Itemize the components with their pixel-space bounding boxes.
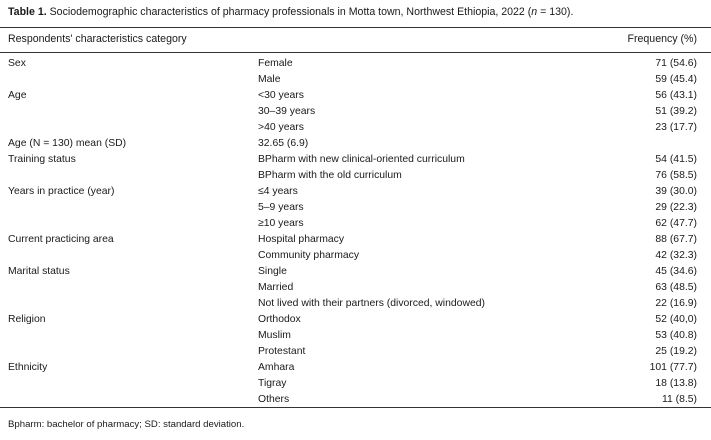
top-rule (0, 27, 711, 28)
row-frequency: 76 (58.5) (655, 170, 697, 181)
row-frequency: 88 (67.7) (655, 234, 697, 245)
header-category: Respondents' characteristics category (8, 33, 187, 45)
row-value: Tigray (258, 378, 287, 389)
row-frequency: 71 (54.6) (655, 58, 697, 69)
row-value: BPharm with new clinical-oriented curriculum (258, 154, 465, 165)
table-row (0, 264, 711, 280)
row-frequency: 42 (32.3) (655, 250, 697, 261)
row-category: Marital status (8, 266, 70, 277)
table-row (0, 328, 711, 344)
table-header (0, 33, 711, 49)
table-label: Table 1. (8, 6, 47, 18)
table-row (0, 216, 711, 232)
table-row (0, 104, 711, 120)
row-category: Age (N = 130) mean (SD) (8, 138, 127, 149)
row-frequency: 63 (48.5) (655, 282, 697, 293)
table-row (0, 344, 711, 360)
row-category: Sex (8, 58, 26, 69)
row-value: 5–9 years (258, 202, 304, 213)
row-value: Female (258, 58, 293, 69)
table-row (0, 56, 711, 72)
row-value: BPharm with the old curriculum (258, 170, 402, 181)
bottom-rule (0, 407, 711, 408)
header-rule (0, 52, 711, 53)
table-row (0, 120, 711, 136)
caption-text: Sociodemographic characteristics of pharmacy professionals in Motta town, Northwest Ethiopia, 2022 ( (46, 6, 532, 18)
row-category: Years in practice (year) (8, 186, 115, 197)
row-value: Not lived with their partners (divorced, windowed) (258, 298, 485, 309)
row-value: ≤4 years (258, 186, 298, 197)
table-body (0, 56, 711, 408)
row-value: Community pharmacy (258, 250, 360, 261)
table-row (0, 168, 711, 184)
row-frequency: 25 (19.2) (655, 346, 697, 357)
table-row (0, 360, 711, 376)
row-frequency: 62 (47.7) (655, 218, 697, 229)
row-frequency: 11 (8.5) (661, 394, 697, 405)
row-value: ≥10 years (258, 218, 304, 229)
table-row (0, 200, 711, 216)
table-row (0, 248, 711, 264)
table-row (0, 184, 711, 200)
table-row (0, 72, 711, 88)
table-row (0, 280, 711, 296)
table-row (0, 296, 711, 312)
row-value: >40 years (258, 122, 304, 133)
row-value: 30–39 years (258, 106, 316, 117)
table-footnote: Bpharm: bachelor of pharmacy; SD: standard deviation. (8, 419, 245, 430)
table-caption (8, 5, 573, 19)
row-category: Age (8, 90, 27, 101)
table-row (0, 88, 711, 104)
caption-text-end: = 130). (537, 6, 574, 18)
row-value: Protestant (258, 346, 306, 357)
row-frequency: 59 (45.4) (655, 74, 697, 85)
row-frequency: 22 (16.9) (655, 298, 697, 309)
table-row (0, 312, 711, 328)
row-value: Muslim (258, 330, 291, 341)
row-category: Religion (8, 314, 46, 325)
row-frequency: 29 (22.3) (655, 202, 697, 213)
row-frequency: 51 (39.2) (655, 106, 697, 117)
table-row (0, 136, 711, 152)
table-row (0, 232, 711, 248)
table-row (0, 392, 711, 408)
row-category: Training status (8, 154, 76, 165)
row-category: Ethnicity (8, 362, 48, 373)
row-value: Orthodox (258, 314, 301, 325)
row-frequency: 23 (17.7) (655, 122, 697, 133)
row-category: Current practicing area (8, 234, 114, 245)
header-frequency: Frequency (%) (627, 33, 697, 45)
row-value: <30 years (258, 90, 304, 101)
row-frequency: 18 (13.8) (655, 378, 697, 389)
row-value: Male (258, 74, 281, 85)
row-value: Hospital pharmacy (258, 234, 345, 245)
table-row (0, 376, 711, 392)
table-row (0, 152, 711, 168)
row-frequency: 54 (41.5) (655, 154, 697, 165)
row-frequency: 45 (34.6) (655, 266, 697, 277)
row-frequency: 53 (40.8) (655, 330, 697, 341)
row-value: 32.65 (6.9) (258, 138, 309, 149)
row-frequency: 56 (43.1) (655, 90, 697, 101)
caption-n-symbol: n (531, 6, 538, 18)
row-frequency: 52 (40,0) (655, 314, 697, 325)
row-value: Single (258, 266, 287, 277)
row-value: Married (258, 282, 294, 293)
row-value: Others (258, 394, 290, 405)
row-frequency: 101 (77.7) (649, 362, 697, 373)
row-frequency: 39 (30.0) (655, 186, 697, 197)
row-value: Amhara (258, 362, 295, 373)
